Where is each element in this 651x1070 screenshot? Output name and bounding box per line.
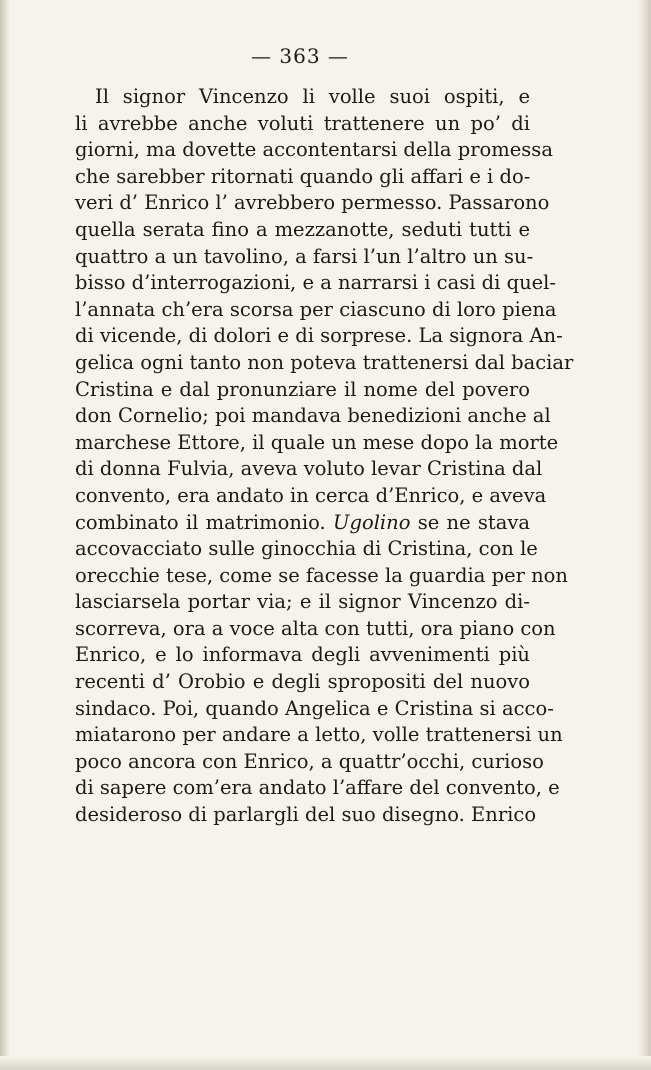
text-line: l’annata ch’era scorsa per ciascuno di loro piena [75, 297, 557, 321]
text-line: accovacciato sulle ginocchia di Cristina, con le [75, 537, 538, 561]
text-line: gelica ogni tanto non poteva trattenersi dal baciar [75, 350, 574, 374]
body-text [75, 84, 574, 829]
text-line: di sapere com’era andato l’affare del convento, e [75, 776, 560, 800]
text-line: veri d’ Enrico l’ avrebbero permesso. Passarono [75, 191, 550, 215]
text-line: Il signor Vincenzo li volle suoi ospiti, e [95, 85, 530, 108]
page-number: — 363 — [251, 44, 349, 68]
text-line-with-italic [75, 510, 530, 537]
text-line: marchese Ettore, il quale un mese dopo la morte [75, 430, 559, 454]
text-line: sindaco. Poi, quando Angelica e Cristina si acco- [75, 696, 554, 720]
text-line: desideroso di parlargli del suo disegno. Enrico [75, 803, 537, 827]
text-line: di donna Fulvia, aveva voluto levar Cristina dal [75, 457, 543, 481]
text-line: Cristina e dal pronunziare il nome del povero [75, 377, 530, 401]
text-line: orecchie tese, come se facesse la guardia per non [75, 563, 568, 587]
text-segment: combinato il matrimonio. [75, 510, 326, 534]
text-line: lasciarsela portar via; e il signor Vincenzo di- [75, 590, 530, 614]
text-line: scorreva, ora a voce alta con tutti, ora piano con [75, 616, 556, 640]
text-line: poco ancora con Enrico, a quattr’occhi, curioso [75, 749, 544, 773]
text-line: li avrebbe anche voluti trattenere un po’ di [75, 111, 530, 135]
page-binding-shadow-left [0, 0, 10, 1070]
text-line: convento, era andato in cerca d’Enrico, e aveva [75, 483, 547, 507]
italic-name: Ugolino [333, 510, 411, 534]
text-line: Enrico, e lo informava degli avvenimenti più [75, 643, 530, 667]
text-segment: se ne stava [417, 510, 531, 534]
page-edge-shadow-bottom [0, 1056, 651, 1070]
text-line: bisso d’interrogazioni, e a narrarsi i casi di quel- [75, 271, 556, 295]
text-line: miatarono per andare a letto, volle trattenersi un [75, 723, 563, 747]
text-line: recenti d’ Orobio e degli spropositi del nuovo [75, 670, 530, 694]
text-line: quella serata fino a mezzanotte, seduti tutti e [75, 217, 530, 241]
text-line: quattro a un tavolino, a farsi l’un l’altro un su- [75, 244, 534, 268]
text-line: di vicende, di dolori e di sorprese. La signora An- [75, 324, 563, 348]
text-line: don Cornelio; poi mandava benedizioni anche al [75, 404, 551, 428]
page-edge-shadow-right [637, 0, 651, 1070]
text-line: che sarebber ritornati quando gli affari e i do- [75, 164, 531, 188]
text-line: giorni, ma dovette accontentarsi della promessa [75, 138, 553, 162]
